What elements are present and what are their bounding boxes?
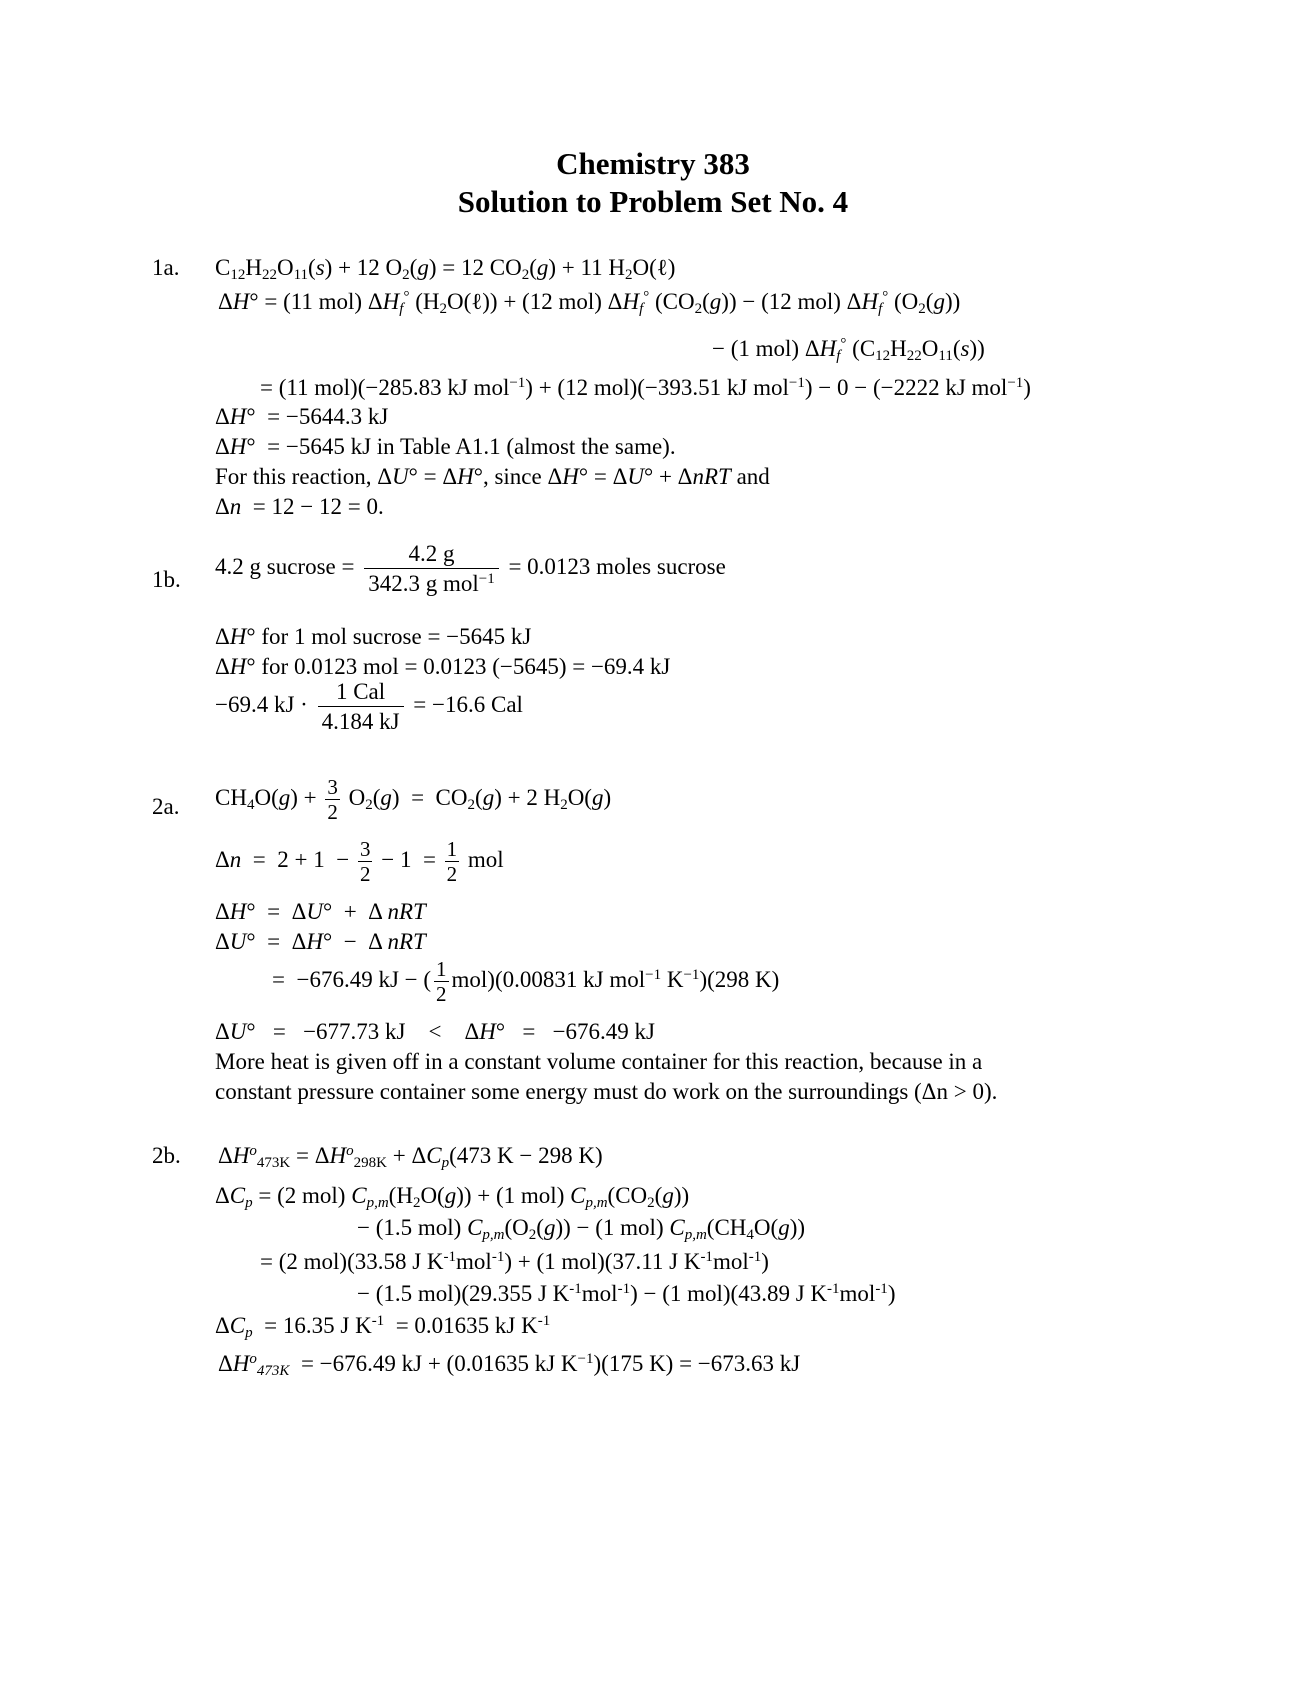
heat-note-line-1: More heat is given off in a constant volume container for this reaction, because in a bbox=[215, 1049, 983, 1074]
problem-label-2b: 2b. bbox=[152, 1143, 181, 1168]
final-enthalpy-2b: $\Delta H^o_{473K} = -676.49$ kJ + (0.01635 kJ $K^{-1})(175$ K) = −673.63 kJ bbox=[218, 1351, 801, 1379]
enthalpy-sample-text: for 0.0123 mol = 0.0123 (−5645) = −69.4 kJ bbox=[261, 654, 671, 679]
enthalpy-relation-2a: ΔH° = ΔU° + Δ nRT bbox=[215, 899, 426, 924]
molar-fraction bbox=[364, 542, 499, 595]
note-mid: , since bbox=[482, 464, 548, 489]
final-result-text: = −676.49 kJ + (0.01635 kJ K bbox=[300, 1351, 578, 1376]
heat-capacity-result-2b: $\Delta C_p = 16.35$ J $K^{-1} = 0.01635$ kJ $K^{-1}$ bbox=[215, 1313, 551, 1341]
dcp-result-text: = 16.35 J K bbox=[264, 1313, 372, 1338]
calorie-conversion-1b bbox=[215, 680, 523, 733]
energy-relation-2a: ΔU° = ΔH° − Δ nRT bbox=[215, 929, 426, 954]
dcp-kj-text: = 0.01635 kJ K bbox=[395, 1313, 538, 1338]
delta-n-1a: Δn = 12 − 12 = 0. bbox=[215, 494, 384, 519]
energy-numeric-2a: = −676.49 kJ − ( $\frac{1}{2}$ mol)(0.00831 kJ mol$^{-1}$ $K^{-1})(298$ K) bbox=[272, 957, 780, 1007]
enthalpy-table-value: = −5645 kJ in Table A1.1 (almost the same). bbox=[267, 434, 676, 459]
fraction-numerator: 4.2 g bbox=[364, 542, 499, 569]
energy-comparison-2a: ΔU° = −677.73 kJ < ΔH° = −676.49 kJ bbox=[215, 1019, 655, 1044]
enthalpy-result-value: = −5644.3 kJ bbox=[267, 404, 389, 429]
heat-capacity-numeric-2b-cont: − (1.5 mol)(29.355 J $K^{-1}mol^{-1}) - (1$ mol)(43.89 J $K^{-1}mol^{-1}$) bbox=[357, 1281, 896, 1306]
enthalpy-table-1a: ΔH° = −5645 kJ in Table A1.1 (almost the same). bbox=[215, 434, 676, 459]
note-prefix: For this reaction, bbox=[215, 464, 378, 489]
conversion-numerator: 1 Cal bbox=[318, 680, 404, 707]
page-title: Chemistry 383 bbox=[556, 146, 750, 181]
heat-note-line-2: constant pressure container some energy must do work on the surroundings (Δn > 0). bbox=[215, 1079, 998, 1104]
delta-n-value: = 12 − 12 = 0. bbox=[252, 494, 384, 519]
problem-label-1a: 1a. bbox=[152, 255, 180, 280]
fraction-denominator: 342.3 g mol$^{-1}$ bbox=[368, 571, 495, 596]
enthalpy-expression-1a: ΔH° = (11 mol) $\Delta H_f^\circ$ $(H_2O(\ell)) + (12$ mol) $\Delta H_f^\circ$ $(CO_2(g)) - (12$ mol) $\Delta H_f^\circ$ $(O_2(g))$ bbox=[218, 289, 961, 317]
enthalpy-per-mol-text: for 1 mol sucrose = −5645 kJ bbox=[261, 624, 532, 649]
enthalpy-numeric-1a: = (11 mol)(−285.83 kJ mol$^{-1}$) + (12 mol)(−393.51 kJ mol$^{-1}$) − 0 − (−2222 kJ mol$^{-1}$) bbox=[260, 375, 1031, 400]
enthalpy-expression-1a-cont: − (1 mol) $\Delta H_f^\circ$ $(C_{12}H_{22}O_{11}(s))$ bbox=[712, 336, 985, 364]
moles-result: = 0.0123 moles sucrose bbox=[508, 553, 726, 579]
enthalpy-sample-1b: ΔH° for 0.0123 mol = 0.0123 (−5645) = −69.4 kJ bbox=[215, 654, 671, 679]
note-end: and bbox=[730, 464, 770, 489]
energy-note-1a: For this reaction, ΔU° = ΔH°, since ΔH° = ΔU° + ΔnRT and bbox=[215, 464, 770, 489]
enthalpy-result-1a: ΔH° = −5644.3 kJ bbox=[215, 404, 389, 429]
moles-calc-1b bbox=[215, 542, 726, 595]
conversion-fraction bbox=[318, 680, 404, 733]
conversion-result: = −16.6 Cal bbox=[413, 691, 523, 717]
heat-capacity-expression-2b-cont: − (1.5 mol) $C_{p,m}(O_2(g)) - (1$ mol) $C_{p,m}(CH_4O(g))$ bbox=[357, 1215, 806, 1243]
problem-label-2a: 2a. bbox=[152, 794, 180, 819]
enthalpy-per-mol-1b: ΔH° for 1 mol sucrose = −5645 kJ bbox=[215, 624, 532, 649]
conversion-lhs: −69.4 kJ · bbox=[215, 691, 308, 717]
conversion-denominator: 4.184 kJ bbox=[321, 709, 400, 734]
reaction-1a: $C_{12}H_{22}O_{11}(s) + 12$ $O_2(g) = 12$ $CO_2(g) + 11$ $H_2O(\ell)$ bbox=[215, 255, 676, 283]
moles-lhs: 4.2 g sucrose = bbox=[215, 553, 355, 579]
heat-capacity-expression-2b: $\Delta C_p = (2$ mol) $C_{p,m}(H_2O(g)) + (1$ mol) $C_{p,m}(CO_2(g))$ bbox=[215, 1183, 690, 1211]
delta-n-2a: Δn = 2 + 1 − $\frac{3}{2}$ − 1 = $\frac{1}{2}$ mol bbox=[215, 837, 504, 887]
problem-label-1b: 1b. bbox=[152, 567, 181, 592]
kirchhoff-equation-2b: $\Delta H^o_{473K} = \Delta H^o_{298K} + \Delta C_p(473$ K − 298 K) bbox=[218, 1143, 603, 1171]
page-subtitle: Solution to Problem Set No. 4 bbox=[457, 184, 849, 219]
reaction-2a: $CH_4O(g)$ + $\frac{3}{2}$ $O_2(g) = CO_2(g) + 2$ $H_2O(g)$ bbox=[215, 775, 612, 825]
final-result-tail: )(175 K) = −673.63 kJ bbox=[593, 1351, 801, 1376]
heat-capacity-numeric-2b: = (2 mol)(33.58 J $K^{-1}mol^{-1}) + (1$ mol)(37.11 J $K^{-1}mol^{-1}$) bbox=[260, 1249, 769, 1274]
